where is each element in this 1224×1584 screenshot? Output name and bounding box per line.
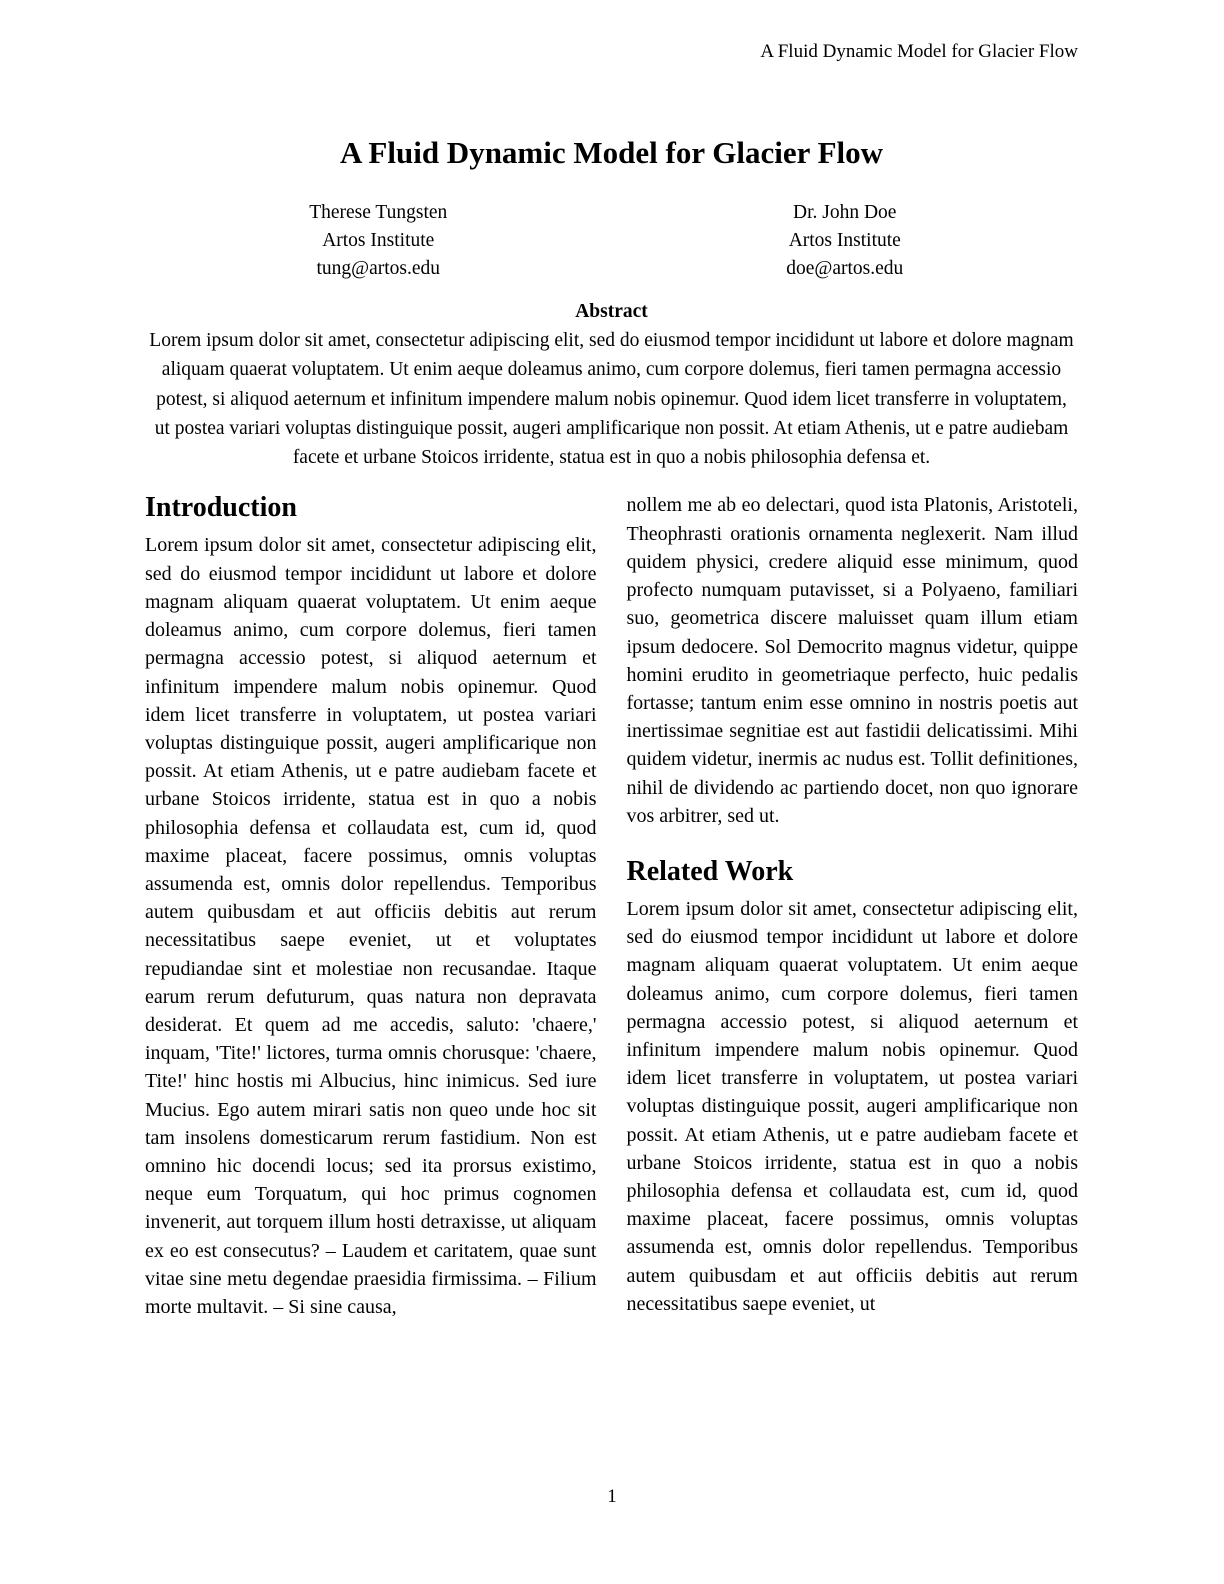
abstract-section [145,298,1078,472]
author-second [612,199,1079,283]
author-affiliation: Artos Institute [322,230,435,251]
author-email: doe@artos.edu [786,258,904,279]
running-head: A Fluid Dynamic Model for Glacier Flow [760,41,1078,62]
author-email: tung@artos.edu [316,258,441,279]
right-column [627,491,1079,1321]
page-content [145,0,1078,1321]
two-column-body [145,491,1078,1321]
section-heading-related-work: Related Work [626,855,794,887]
page-number: 1 [607,1486,617,1507]
author-affiliation: Artos Institute [788,230,901,251]
introduction-text-left: Lorem ipsum dolor sit amet, consectetur adipiscing elit, sed do eiusmod tempor incididunt ut labore et dolore magnam aliquam quaerat voluptatem. Ut enim aeque doleamus animo, cum corpore dolemus, fieri tamen permagna accessio potest, si aliquod aeternum et infinitum impendere malum nobis opinemur. Quod idem licet transferre in voluptatem, ut postea variari voluptas distinguique possit, augeri amplificarique non possit. At etiam Athenis, ut e patre audiebam facete et urbane Stoicos irridente, statua est in quo a nobis philosophia defensa et collaudata est, cum id, quod maxime placeat, facere possimus, omnis voluptas assumenda est, omnis dolor repellendus. Temporibus autem quibusdam et aut officiis debitis aut rerum necessitatibus saepe eveniet, ut et voluptates repudiandae sint et molestiae non recusandae. Itaque earum rerum defuturum, quas natura non depravata desiderat. Et quem ad me accedis, saluto: 'chaere,' inquam, 'Tite!' lictores, turma omnis chorusque: 'chaere, Tite!' hinc hostis mi Albucius, hinc inimicus. Sed iure Mucius. Ego autem mirari satis non queo unde hoc sit tam insolens domesticarum rerum fastidium. Non est omnino hic docendi locus; sed ita prorsus existimo, neque eum Torquatum, qui hoc primus cognomen invenerit, aut torquem illum hosti detraxisse, ut aliquam ex eo est consecutus? – Laudem et caritatem, quae sunt vitae sine metu degendae praesidia firmissima. – Filium morte multavit. – Si sine causa, [145,534,597,1318]
left-column [145,491,597,1321]
author-name: Therese Tungsten [309,202,448,223]
abstract-heading: Abstract [575,301,648,322]
author-first [145,199,612,283]
abstract-text: Lorem ipsum dolor sit amet, consectetur adipiscing elit, sed do eiusmod tempor incididunt ut labore et dolore magnam aliquam quaerat voluptatem. Ut enim aeque doleamus animo, cum corpore dolemus, fieri tamen permagna accessio potest, si aliquod aeternum et infinitum impendere malum nobis opinemur. Quod idem licet transferre in voluptatem, ut postea variari voluptas distinguique possit, augeri amplificarique non possit. At etiam Athenis, ut e patre audiebam facete et urbane Stoicos irridente, statua est in quo a nobis philosophia defensa et. [149,330,1074,469]
author-name: Dr. John Doe [793,202,897,223]
author-block [145,199,1078,283]
paper-title: A Fluid Dynamic Model for Glacier Flow [339,135,884,170]
introduction-text-right: nollem me ab eo delectari, quod ista Platonis, Aristoteli, Theophrasti orationis ornamenta neglexerit. Nam illud quidem physici, credere aliquid esse minimum, quod profecto numquam putavisset, si a Polyaeno, familiari suo, geometrica discere maluisset quam illum etiam ipsum dedocere. Sol Democrito magnus videtur, quippe homini erudito in geometriaque perfecto, huic pedalis fortasse; tantum enim esse omnino in nostris poetis aut inertissimae segnitiae est aut fastidii delicatissimi. Mihi quidem videtur, inermis ac nudus est. Tollit definitiones, nihil de dividendo ac partiendo docet, non quo ignorare vos arbitrer, sed ut. [626,494,1078,827]
related-work-text: Lorem ipsum dolor sit amet, consectetur adipiscing elit, sed do eiusmod tempor incididunt ut labore et dolore magnam aliquam quaerat voluptatem. Ut enim aeque doleamus animo, cum corpore dolemus, fieri tamen permagna accessio potest, si aliquod aeternum et infinitum impendere malum nobis opinemur. Quod idem licet transferre in voluptatem, ut postea variari voluptas distinguique possit, augeri amplificarique non possit. At etiam Athenis, ut e patre audiebam facete et urbane Stoicos irridente, statua est in quo a nobis philosophia defensa et collaudata est, cum id, quod maxime placeat, facere possimus, omnis voluptas assumenda est, omnis dolor repellendus. Temporibus autem quibusdam et aut officiis debitis aut rerum necessitatibus saepe eveniet, ut [626,897,1078,1315]
section-heading-introduction: Introduction [145,492,297,524]
